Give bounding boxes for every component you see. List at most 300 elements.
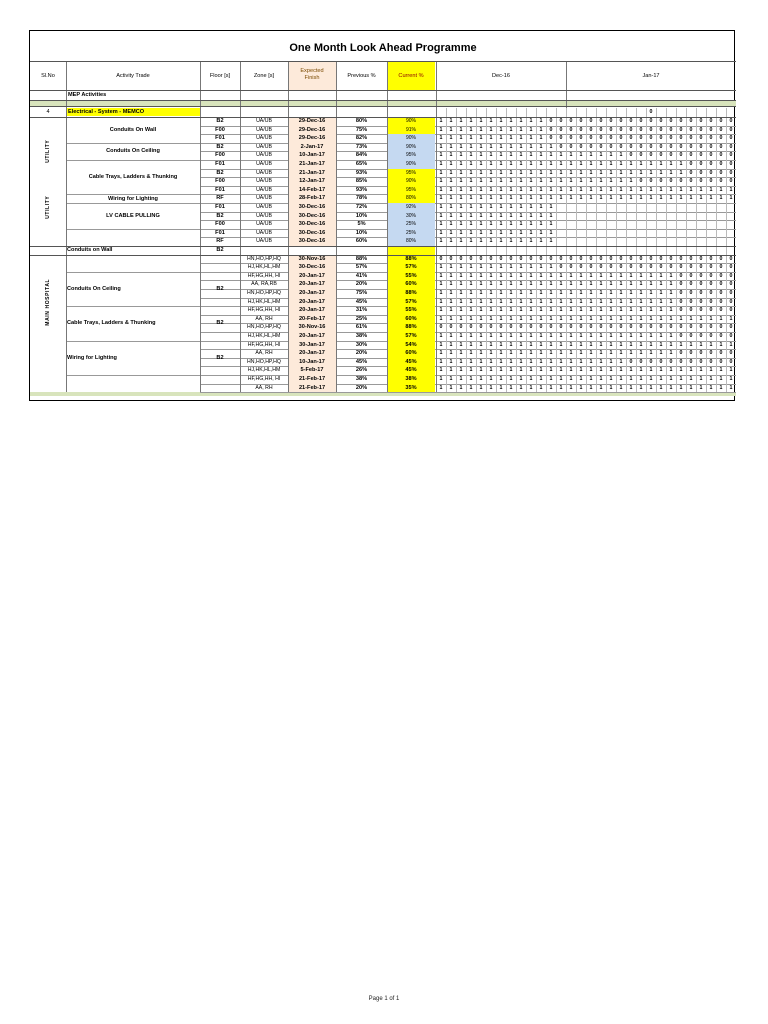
schedule-flag: 0 bbox=[709, 290, 713, 296]
schedule-flag: 1 bbox=[499, 161, 503, 167]
schedule-flag: 1 bbox=[629, 307, 633, 314]
schedule-flag: 1 bbox=[659, 272, 663, 279]
schedule-flag: 1 bbox=[469, 178, 473, 185]
schedule-flag: 1 bbox=[489, 358, 493, 365]
schedule-flag: 1 bbox=[649, 333, 653, 339]
schedule-flag: 1 bbox=[689, 186, 693, 193]
schedule-flag: 1 bbox=[699, 186, 703, 193]
zone-cell: AA, RH bbox=[255, 384, 273, 391]
schedule-flag: 1 bbox=[529, 126, 533, 133]
schedule-flag: 1 bbox=[699, 315, 703, 322]
schedule-flag: 0 bbox=[729, 178, 733, 185]
schedule-flag: 0 bbox=[679, 255, 683, 262]
schedule-flag: 0 bbox=[629, 324, 633, 331]
schedule-flag: 1 bbox=[469, 376, 473, 382]
expected-finish-cell: 30-Dec-16 bbox=[288, 263, 336, 272]
schedule-flag: 0 bbox=[589, 118, 593, 124]
schedule-flag: 1 bbox=[469, 212, 473, 219]
schedule-flag: 0 bbox=[689, 135, 693, 142]
activity-divider bbox=[66, 160, 200, 161]
schedule-flag: 0 bbox=[689, 255, 693, 262]
schedule-flag: 0 bbox=[549, 118, 553, 124]
schedule-flag: 1 bbox=[579, 341, 583, 348]
schedule-flag: 0 bbox=[689, 264, 693, 271]
schedule-flag: 0 bbox=[729, 143, 733, 150]
schedule-flag: 1 bbox=[509, 298, 513, 305]
schedule-flag: 1 bbox=[559, 161, 563, 167]
schedule-flag: 1 bbox=[469, 229, 473, 236]
schedule-flag: 1 bbox=[729, 367, 733, 374]
schedule-flag: 1 bbox=[569, 186, 573, 193]
schedule-flag: 1 bbox=[579, 298, 583, 305]
schedule-flag: 1 bbox=[469, 333, 473, 339]
schedule-flag: 1 bbox=[569, 272, 573, 279]
schedule-flag: 1 bbox=[609, 195, 613, 202]
current-percent-cell: 90% bbox=[387, 117, 435, 126]
flag-column-line bbox=[496, 108, 497, 392]
schedule-flag: 0 bbox=[499, 324, 503, 331]
spacer-line bbox=[30, 246, 736, 247]
schedule-flag: 0 bbox=[729, 358, 733, 365]
schedule-flag: 1 bbox=[699, 367, 703, 374]
schedule-flag: 1 bbox=[469, 118, 473, 124]
zone-cell: UA/UB bbox=[256, 169, 272, 176]
floor-cell: B2 bbox=[216, 143, 224, 150]
previous-percent-cell: 45% bbox=[355, 298, 368, 305]
schedule-flag: 1 bbox=[509, 143, 513, 150]
schedule-flag: 1 bbox=[449, 350, 453, 357]
schedule-flag: 1 bbox=[599, 272, 603, 279]
schedule-flag: 1 bbox=[599, 178, 603, 185]
schedule-flag: 1 bbox=[669, 367, 673, 374]
schedule-flag: 0 bbox=[559, 255, 563, 262]
schedule-flag: 1 bbox=[729, 186, 733, 193]
schedule-flag: 0 bbox=[599, 135, 603, 142]
schedule-flag: 1 bbox=[499, 315, 503, 322]
schedule-flag: 1 bbox=[509, 358, 513, 365]
schedule-flag: 1 bbox=[479, 307, 483, 314]
activity-label: Wiring for Lighting bbox=[108, 195, 158, 202]
schedule-flag: 1 bbox=[539, 281, 543, 288]
schedule-flag: 1 bbox=[509, 221, 513, 228]
schedule-flag: 1 bbox=[459, 186, 463, 193]
schedule-flag: 1 bbox=[589, 152, 593, 159]
schedule-flag: 1 bbox=[599, 350, 603, 357]
schedule-flag: 1 bbox=[539, 367, 543, 374]
schedule-flag: 0 bbox=[689, 324, 693, 331]
schedule-flag: 1 bbox=[609, 290, 613, 296]
activity-floor: B2 bbox=[216, 320, 224, 327]
expected-finish-cell: 10-Jan-17 bbox=[288, 358, 336, 367]
schedule-flag: 0 bbox=[669, 126, 673, 133]
schedule-flag: 1 bbox=[699, 341, 703, 348]
schedule-flag: 1 bbox=[589, 384, 593, 391]
schedule-flag: 1 bbox=[559, 358, 563, 365]
schedule-flag: 1 bbox=[499, 272, 503, 279]
schedule-flag: 1 bbox=[569, 315, 573, 322]
schedule-flag: 0 bbox=[529, 324, 533, 331]
activity-label: Conduits On Ceiling bbox=[106, 148, 160, 155]
schedule-flag: 0 bbox=[439, 324, 443, 331]
previous-percent-cell: 65% bbox=[355, 161, 368, 167]
schedule-flag: 1 bbox=[549, 143, 553, 150]
zone-cell: HJ,HK,HL,HM bbox=[247, 264, 281, 271]
schedule-flag: 1 bbox=[599, 367, 603, 374]
schedule-flag: 0 bbox=[679, 333, 683, 339]
zone-cell: UA/UB bbox=[256, 229, 272, 236]
schedule-flag: 1 bbox=[519, 204, 523, 210]
schedule-flag: 1 bbox=[439, 126, 443, 133]
schedule-flag: 0 bbox=[559, 135, 563, 142]
zone-cell: UA/UB bbox=[256, 118, 272, 124]
floor-cell: F00 bbox=[215, 126, 225, 133]
schedule-flag: 0 bbox=[479, 255, 483, 262]
previous-percent-cell: 78% bbox=[355, 195, 368, 202]
schedule-flag: 0 bbox=[689, 118, 693, 124]
previous-percent-cell: 45% bbox=[355, 358, 368, 365]
zone-cell: AA, RH bbox=[255, 315, 273, 322]
schedule-flag: 1 bbox=[519, 161, 523, 167]
schedule-flag: 1 bbox=[609, 281, 613, 288]
current-percent-cell: 80% bbox=[387, 237, 435, 246]
schedule-flag: 0 bbox=[669, 143, 673, 150]
schedule-flag: 1 bbox=[579, 350, 583, 357]
schedule-flag: 1 bbox=[499, 264, 503, 271]
header-line bbox=[30, 100, 736, 101]
schedule-flag: 1 bbox=[499, 118, 503, 124]
schedule-flag: 0 bbox=[719, 272, 723, 279]
schedule-flag: 1 bbox=[529, 229, 533, 236]
schedule-flag: 1 bbox=[479, 376, 483, 382]
schedule-flag: 0 bbox=[619, 255, 623, 262]
schedule-flag: 0 bbox=[689, 281, 693, 288]
schedule-flag: 0 bbox=[619, 324, 623, 331]
expected-finish-cell: 28-Feb-17 bbox=[288, 194, 336, 203]
schedule-flag: 1 bbox=[559, 315, 563, 322]
schedule-flag: 0 bbox=[579, 135, 583, 142]
header-expected: Expected Finish bbox=[300, 68, 324, 81]
schedule-flag: 1 bbox=[539, 152, 543, 159]
schedule-flag: 0 bbox=[719, 118, 723, 124]
expected-finish-cell: 5-Feb-17 bbox=[288, 366, 336, 375]
schedule-flag: 1 bbox=[649, 161, 653, 167]
schedule-flag: 1 bbox=[549, 307, 553, 314]
schedule-flag: 1 bbox=[519, 350, 523, 357]
schedule-flag: 0 bbox=[559, 126, 563, 133]
schedule-flag: 1 bbox=[679, 195, 683, 202]
schedule-flag: 1 bbox=[689, 195, 693, 202]
schedule-flag: 1 bbox=[589, 161, 593, 167]
schedule-flag: 1 bbox=[549, 229, 553, 236]
schedule-flag: 1 bbox=[499, 298, 503, 305]
header-line bbox=[30, 106, 736, 107]
previous-percent-cell: 73% bbox=[355, 143, 368, 150]
floor-cell: F01 bbox=[215, 135, 225, 142]
schedule-flag: 1 bbox=[679, 384, 683, 391]
schedule-flag: 1 bbox=[539, 315, 543, 322]
current-percent-cell: 60% bbox=[387, 280, 435, 289]
schedule-flag: 1 bbox=[509, 229, 513, 236]
schedule-flag: 1 bbox=[529, 118, 533, 124]
schedule-flag: 1 bbox=[519, 152, 523, 159]
schedule-flag: 0 bbox=[579, 143, 583, 150]
current-percent-cell: 91% bbox=[387, 126, 435, 135]
schedule-flag: 1 bbox=[679, 169, 683, 176]
schedule-flag: 1 bbox=[479, 350, 483, 357]
schedule-flag: 1 bbox=[629, 376, 633, 382]
schedule-flag: 1 bbox=[579, 195, 583, 202]
schedule-flag: 1 bbox=[449, 161, 453, 167]
schedule-flag: 1 bbox=[499, 358, 503, 365]
schedule-flag: 1 bbox=[659, 333, 663, 339]
schedule-flag: 0 bbox=[569, 143, 573, 150]
schedule-flag: 1 bbox=[489, 264, 493, 271]
schedule-flag: 0 bbox=[679, 281, 683, 288]
schedule-flag: 1 bbox=[469, 272, 473, 279]
schedule-flag: 1 bbox=[469, 307, 473, 314]
schedule-flag: 1 bbox=[579, 307, 583, 314]
schedule-flag: 0 bbox=[579, 324, 583, 331]
schedule-flag: 1 bbox=[479, 281, 483, 288]
schedule-flag: 0 bbox=[629, 255, 633, 262]
schedule-flag: 1 bbox=[609, 315, 613, 322]
schedule-flag: 1 bbox=[669, 307, 673, 314]
schedule-flag: 1 bbox=[639, 272, 643, 279]
zone-cell: HN,HO,HP,HQ bbox=[247, 324, 281, 331]
schedule-flag: 1 bbox=[649, 307, 653, 314]
schedule-flag: 1 bbox=[709, 341, 713, 348]
schedule-flag: 0 bbox=[609, 135, 613, 142]
schedule-flag: 1 bbox=[669, 161, 673, 167]
schedule-flag: 1 bbox=[539, 290, 543, 296]
schedule-flag: 1 bbox=[519, 169, 523, 176]
schedule-flag: 1 bbox=[449, 307, 453, 314]
schedule-flag: 1 bbox=[509, 350, 513, 357]
zone-cell: HF,HG,HH, HI bbox=[247, 376, 281, 382]
schedule-flag: 1 bbox=[489, 290, 493, 296]
schedule-flag: 1 bbox=[439, 169, 443, 176]
schedule-flag: 1 bbox=[639, 384, 643, 391]
schedule-flag: 1 bbox=[459, 152, 463, 159]
expected-finish-cell: 21-Feb-17 bbox=[288, 375, 336, 384]
schedule-flag: 1 bbox=[629, 298, 633, 305]
header-line bbox=[30, 61, 736, 62]
previous-percent-cell: 80% bbox=[355, 118, 368, 124]
expected-finish-cell: 30-Dec-16 bbox=[288, 237, 336, 246]
schedule-flag: 0 bbox=[719, 143, 723, 150]
floor-cell: B2 bbox=[216, 118, 224, 124]
schedule-flag: 1 bbox=[489, 169, 493, 176]
schedule-flag: 0 bbox=[709, 264, 713, 271]
schedule-flag: 1 bbox=[439, 143, 443, 150]
schedule-flag: 0 bbox=[579, 255, 583, 262]
schedule-flag: 1 bbox=[719, 186, 723, 193]
schedule-flag: 1 bbox=[529, 212, 533, 219]
expected-finish-cell: 20-Jan-17 bbox=[288, 349, 336, 358]
schedule-flag: 1 bbox=[629, 367, 633, 374]
schedule-flag: 0 bbox=[549, 126, 553, 133]
current-percent-cell: 35% bbox=[387, 384, 435, 393]
schedule-flag: 0 bbox=[629, 143, 633, 150]
schedule-flag: 1 bbox=[479, 178, 483, 185]
schedule-flag: 1 bbox=[609, 161, 613, 167]
schedule-flag: 1 bbox=[579, 281, 583, 288]
floor-cell: F01 bbox=[215, 229, 225, 236]
schedule-flag: 1 bbox=[529, 333, 533, 339]
schedule-flag: 0 bbox=[619, 118, 623, 124]
schedule-flag: 1 bbox=[439, 161, 443, 167]
zone-cell: HF,HG,HH, HI bbox=[247, 341, 281, 348]
schedule-flag: 1 bbox=[439, 238, 443, 245]
schedule-flag: 1 bbox=[579, 315, 583, 322]
schedule-flag: 0 bbox=[649, 178, 653, 185]
schedule-flag: 1 bbox=[719, 376, 723, 382]
schedule-flag: 1 bbox=[449, 264, 453, 271]
schedule-flag: 0 bbox=[679, 135, 683, 142]
schedule-flag: 1 bbox=[629, 315, 633, 322]
schedule-flag: 0 bbox=[719, 169, 723, 176]
schedule-flag: 1 bbox=[539, 358, 543, 365]
schedule-flag: 1 bbox=[619, 290, 623, 296]
schedule-flag: 0 bbox=[719, 281, 723, 288]
schedule-flag: 1 bbox=[629, 341, 633, 348]
schedule-flag: 1 bbox=[489, 212, 493, 219]
schedule-flag: 0 bbox=[689, 152, 693, 159]
schedule-flag: 1 bbox=[479, 264, 483, 271]
schedule-flag: 1 bbox=[629, 333, 633, 339]
schedule-flag: 1 bbox=[449, 178, 453, 185]
schedule-flag: 1 bbox=[509, 290, 513, 296]
schedule-flag: 1 bbox=[479, 161, 483, 167]
schedule-flag: 0 bbox=[559, 143, 563, 150]
schedule-flag: 1 bbox=[519, 178, 523, 185]
schedule-flag: 1 bbox=[569, 281, 573, 288]
activity-divider bbox=[66, 375, 200, 376]
schedule-flag: 1 bbox=[619, 186, 623, 193]
schedule-flag: 1 bbox=[479, 358, 483, 365]
schedule-flag: 1 bbox=[549, 186, 553, 193]
schedule-flag: 0 bbox=[699, 290, 703, 296]
schedule-flag: 1 bbox=[469, 161, 473, 167]
schedule-flag: 0 bbox=[699, 298, 703, 305]
schedule-flag: 0 bbox=[669, 152, 673, 159]
schedule-flag: 1 bbox=[519, 376, 523, 382]
floor-cell: RF bbox=[216, 238, 224, 245]
header-activity: Activity Trade bbox=[116, 73, 150, 79]
schedule-flag: 1 bbox=[559, 186, 563, 193]
schedule-flag: 1 bbox=[669, 384, 673, 391]
schedule-flag: 1 bbox=[569, 341, 573, 348]
schedule-flag: 1 bbox=[449, 221, 453, 228]
schedule-flag: 1 bbox=[459, 333, 463, 339]
schedule-flag: 1 bbox=[449, 118, 453, 124]
schedule-flag: 1 bbox=[459, 118, 463, 124]
schedule-flag: 0 bbox=[709, 324, 713, 331]
schedule-flag: 0 bbox=[679, 264, 683, 271]
schedule-flag: 1 bbox=[479, 143, 483, 150]
schedule-flag: 1 bbox=[439, 195, 443, 202]
section-line bbox=[30, 117, 736, 118]
zone-cell: HN,HO,HP,HQ bbox=[247, 255, 281, 262]
schedule-flag: 1 bbox=[459, 195, 463, 202]
flag-column-line bbox=[546, 108, 547, 392]
mep-activities-label: MEP Activities bbox=[68, 92, 107, 98]
previous-percent-cell: 38% bbox=[355, 376, 368, 382]
schedule-flag: 1 bbox=[559, 169, 563, 176]
schedule-flag: 1 bbox=[509, 195, 513, 202]
header-previous: Previous % bbox=[347, 73, 376, 79]
schedule-flag: 0 bbox=[669, 264, 673, 271]
schedule-flag: 1 bbox=[489, 204, 493, 210]
schedule-flag: 1 bbox=[679, 376, 683, 382]
schedule-flag: 1 bbox=[669, 186, 673, 193]
schedule-flag: 0 bbox=[699, 255, 703, 262]
schedule-flag: 1 bbox=[609, 350, 613, 357]
schedule-flag: 1 bbox=[719, 195, 723, 202]
schedule-flag: 0 bbox=[689, 290, 693, 296]
activity-label: Conduits On Wall bbox=[109, 126, 157, 133]
schedule-flag: 1 bbox=[549, 178, 553, 185]
schedule-flag: 1 bbox=[479, 298, 483, 305]
schedule-flag: 0 bbox=[679, 143, 683, 150]
section-label: Electrical - System - MEMCO bbox=[66, 108, 200, 116]
schedule-flag: 1 bbox=[599, 298, 603, 305]
schedule-flag: 1 bbox=[449, 135, 453, 142]
schedule-flag: 0 bbox=[529, 255, 533, 262]
schedule-flag: 1 bbox=[639, 186, 643, 193]
expected-finish-cell: 30-Dec-16 bbox=[288, 212, 336, 221]
schedule-flag: 1 bbox=[589, 281, 593, 288]
schedule-flag: 0 bbox=[639, 178, 643, 185]
schedule-flag: 0 bbox=[639, 135, 643, 142]
schedule-flag: 1 bbox=[599, 161, 603, 167]
schedule-flag: 1 bbox=[529, 384, 533, 391]
schedule-flag: 1 bbox=[659, 341, 663, 348]
column-line bbox=[336, 61, 337, 392]
zone-cell: UA/UB bbox=[256, 178, 272, 185]
schedule-flag: 1 bbox=[619, 376, 623, 382]
current-percent-cell: 57% bbox=[387, 332, 435, 341]
floor-cell: F01 bbox=[215, 204, 225, 210]
floor-cell: F01 bbox=[215, 161, 225, 167]
schedule-flag: 1 bbox=[729, 195, 733, 202]
schedule-flag: 1 bbox=[479, 169, 483, 176]
schedule-flag: 1 bbox=[459, 384, 463, 391]
schedule-flag: 1 bbox=[609, 333, 613, 339]
flag-column-line bbox=[616, 108, 617, 392]
schedule-flag: 1 bbox=[439, 221, 443, 228]
schedule-flag: 0 bbox=[709, 307, 713, 314]
schedule-flag: 1 bbox=[589, 358, 593, 365]
schedule-flag: 1 bbox=[539, 135, 543, 142]
schedule-flag: 0 bbox=[599, 264, 603, 271]
schedule-flag: 1 bbox=[519, 358, 523, 365]
schedule-flag: 1 bbox=[529, 186, 533, 193]
schedule-flag: 1 bbox=[599, 315, 603, 322]
current-percent-cell: 60% bbox=[387, 349, 435, 358]
expected-finish-cell: 29-Dec-16 bbox=[288, 126, 336, 135]
schedule-flag: 1 bbox=[539, 264, 543, 271]
schedule-flag: 1 bbox=[519, 307, 523, 314]
schedule-flag: 0 bbox=[669, 255, 673, 262]
schedule-flag: 0 bbox=[469, 255, 473, 262]
schedule-flag: 1 bbox=[549, 238, 553, 245]
current-percent-cell: 38% bbox=[387, 375, 435, 384]
section-number: 4 bbox=[46, 109, 50, 115]
previous-percent-cell: 57% bbox=[355, 264, 368, 271]
flag-column-line bbox=[686, 108, 687, 392]
schedule-flag: 1 bbox=[519, 195, 523, 202]
